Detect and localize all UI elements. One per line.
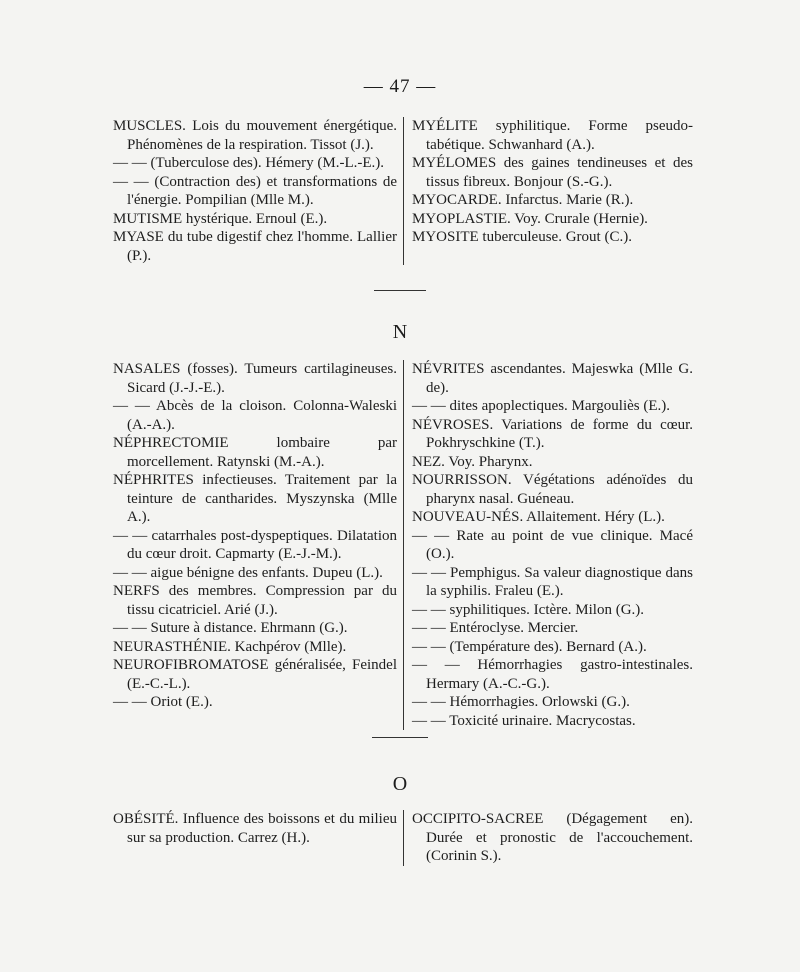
index-entry: MYOSITE tuberculeuse. Grout (C.). [412, 229, 632, 245]
section-divider [372, 737, 428, 738]
section-divider [374, 290, 426, 291]
index-entry: NOUVEAU-NÉS. Allaitement. Héry (L.). [412, 509, 665, 525]
index-entry: MYASE du tube digestif chez l'homme. Lallier (P.). [113, 229, 397, 264]
index-entry: NÉVROSES. Variations de forme du cœur. Pokhryschkine (T.). [412, 416, 693, 451]
section-o-left-column [113, 810, 404, 866]
index-entry: NÉPHRECTOMIE lombaire par morcellement. Ratynski (M.-A.). [113, 435, 397, 470]
index-entry: MYÉLOMES des gaines tendineuses et des tissus fibreux. Bonjour (S.-G.). [412, 155, 693, 190]
section-o-right-column [404, 810, 693, 866]
index-entry: — — aigue bénigne des enfants. Dupeu (L.). [113, 564, 383, 581]
index-entry: MYOCARDE. Infarctus. Marie (R.). [412, 192, 634, 208]
index-entry: — — Toxicité urinaire. Macrycostas. [412, 712, 636, 729]
index-entry: — — catarrhales post-dyspeptiques. Dilatation du cœur droit. Capmarty (E.-J.-M.). [113, 527, 397, 562]
section-n-right-column [404, 360, 693, 730]
index-entry: — — dites apoplectiques. Margouliès (E.). [412, 398, 671, 414]
section-o [113, 810, 693, 866]
section-n-left-column [113, 360, 404, 730]
index-entry: — — Rate au point de vue clinique. Macé (O.). [412, 527, 693, 562]
index-entry: MYÉLITE syphilitique. Forme pseudo-tabétique. Schwanhard (A.). [412, 118, 693, 153]
index-entry: NEURASTHÉNIE. Kachpérov (Mlle). [113, 638, 347, 655]
index-entry: MUTISME hystérique. Ernoul (E.). [113, 210, 328, 227]
index-entry: OBÉSITÉ. Influence des boissons et du milieu sur sa production. Carrez (H.). [113, 811, 397, 846]
index-entry: NÉPHRITES infectieuses. Traitement par la teinture de cantharides. Myszynska (Mlle A.). [113, 472, 397, 525]
index-entry: — — Entéroclyse. Mercier. [412, 620, 579, 636]
section-m-right-column [404, 117, 693, 265]
section-m-left-column [113, 117, 404, 265]
index-entry: — — Hémorrhagies gastro-intestinales. Hermary (A.-C.-G.). [412, 657, 693, 692]
index-entry: NÉVRITES ascendantes. Majeswka (Mlle G. de). [412, 361, 693, 396]
index-entry: NOURRISSON. Végétations adénoïdes du pharynx nasal. Guéneau. [412, 472, 693, 507]
section-m [113, 117, 693, 265]
index-entry: NASALES (fosses). Tumeurs cartilagineuses. Sicard (J.-J.-E.). [113, 361, 397, 396]
index-entry: — — Pemphigus. Sa valeur diagnostique dans la syphilis. Fraleu (E.). [412, 564, 693, 599]
index-entry: — — syphilitiques. Ictère. Milon (G.). [412, 601, 645, 618]
index-entry: — — Oriot (E.). [113, 694, 213, 710]
section-letter-o: O [392, 773, 408, 795]
index-entry: — — Abcès de la cloison. Colonna-Waleski (A.-A.). [113, 398, 397, 433]
index-entry: OCCIPITO-SACREE (Dégagement en). Durée et pronostic de l'accouchement. (Corinin S.). [412, 811, 693, 864]
section-letter-n: N [392, 321, 408, 343]
index-entry: NEZ. Voy. Pharynx. [412, 453, 533, 470]
index-entry: NERFS des membres. Compression par du tissu cicatriciel. Arié (J.). [113, 583, 397, 618]
index-entry: MYOPLASTIE. Voy. Crurale (Hernie). [412, 210, 648, 227]
index-entry: NEUROFIBROMATOSE généralisée, Feindel (E.-C.-L.). [113, 657, 397, 692]
section-n [113, 360, 693, 730]
page-number: — 47 — [363, 76, 437, 97]
index-entry: — — Suture à distance. Ehrmann (G.). [113, 620, 348, 636]
index-entry: — — (Température des). Bernard (A.). [412, 638, 647, 655]
index-entry: — — (Contraction des) et transformations de l'énergie. Pompilian (Mlle M.). [113, 173, 397, 208]
index-entry: — — Hémorrhagies. Orlowski (G.). [412, 694, 630, 710]
index-entry: MUSCLES. Lois du mouvement énergétique. Phénomènes de la respiration. Tissot (J.). [113, 118, 397, 153]
index-entry: — — (Tuberculose des). Hémery (M.-L.-E.). [113, 155, 385, 171]
